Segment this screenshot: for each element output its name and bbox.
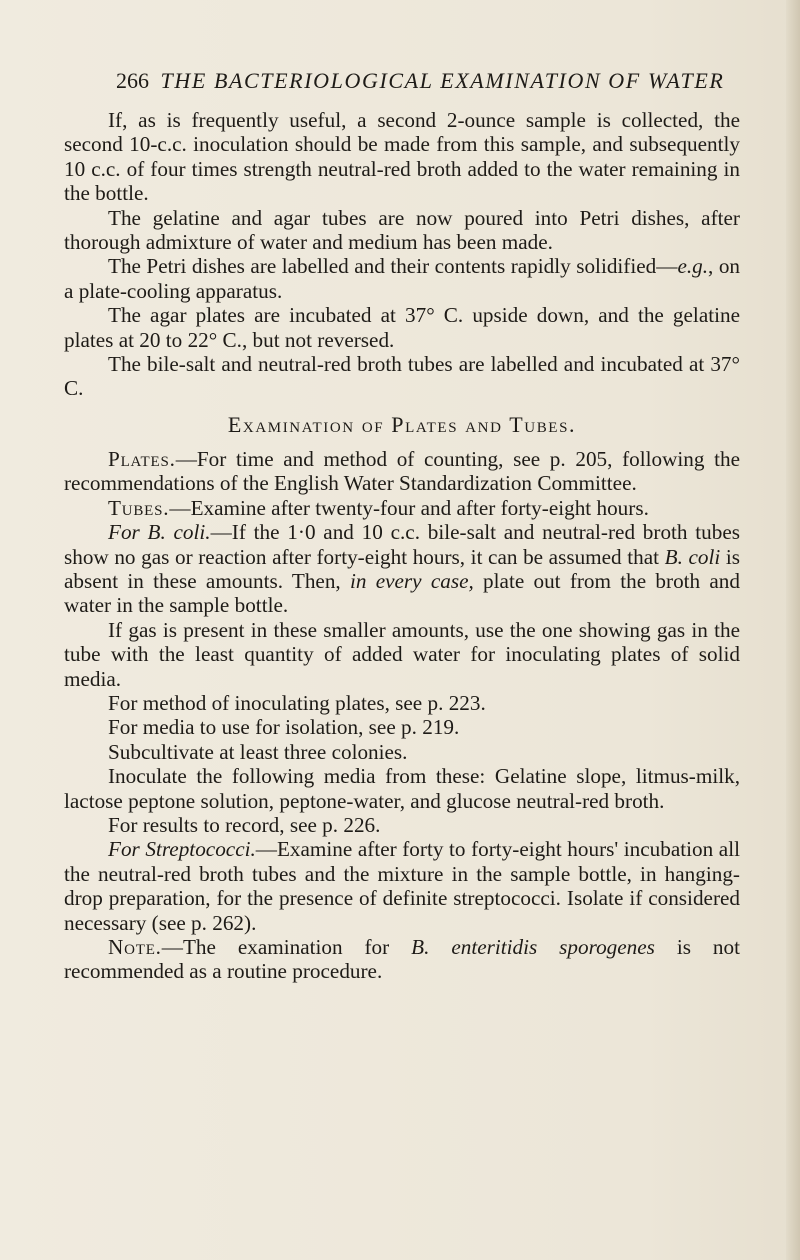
note-label: Note. [108, 935, 162, 959]
paragraph-results: For results to record, see p. 226. [108, 812, 381, 837]
paragraph-petri-dishes: The gelatine and agar tubes are now poured into Petri dishes, after thorough admixture of water and medium has been made. [64, 205, 740, 255]
paragraph-streptococci [64, 837, 740, 935]
page-number: 266 [116, 68, 149, 93]
paragraph-labelling [64, 254, 740, 303]
paragraph-b-coli [64, 520, 740, 618]
paragraph-media: For media to use for isolation, see p. 219. [108, 715, 460, 740]
tubes-text: —Examine after twenty-four and after forty-eight hours. [169, 495, 649, 520]
b-coli-label: For B. coli. [108, 520, 211, 545]
paragraph-inoculate: Inoculate the following media from these: Gelatine slope, litmus-milk, lactose peptone solution, peptone-water, and glucose neutral-red broth. [64, 764, 740, 813]
labelling-text: The Petri dishes are labelled and their contents rapidly solidified— [108, 254, 678, 279]
b-coli-text-2: is absent in these amounts. Then, [64, 544, 740, 593]
paragraph-gas: If gas is present in these smaller amounts, use the one showing gas in the tube with the least quantity of added water for inoculating plates of solid media. [64, 617, 740, 691]
page-edge [786, 0, 800, 1260]
paragraph-broth-tubes: The bile-salt and neutral-red broth tubes are labelled and incubated at 37° C. [64, 352, 740, 401]
paragraph-method: For method of inoculating plates, see p. 223. [108, 690, 486, 715]
paragraph-second-sample: If, as is frequently useful, a second 2-ounce sample is collected, the second 10-c.c. inoculation should be made from this sample, and subsequently 10 c.c. of four times strength neutral-red broth added to the water remaining in the bottle. [64, 108, 740, 206]
note-organism: B. enteritidis sporogenes [411, 935, 655, 959]
running-title: THE BACTERIOLOGICAL EXAMINATION OF WATER [160, 68, 725, 93]
b-coli-organism: B. coli [664, 544, 721, 569]
paragraph-plates [64, 447, 740, 496]
paragraph-subcultivate: Subcultivate at least three colonies. [108, 739, 408, 764]
streptococci-label: For Streptococci. [108, 837, 256, 862]
running-header [116, 68, 725, 94]
paragraph-incubation: The agar plates are incubated at 37° C. upside down, and the gelatine plates at 20 to 22° C., but not reversed. [64, 303, 740, 352]
section-heading: Examination of Plates and Tubes. [227, 411, 577, 437]
b-coli-emphasis: in every case, [349, 568, 474, 593]
eg-abbreviation: e.g. [677, 254, 709, 279]
note-text-1: —The examination for [161, 935, 412, 959]
b-coli-text-1: —If the 1·0 and 10 c.c. bile-salt and neutral-red broth tubes show no gas or reaction after forty-eight hours, it can be assumed that [64, 520, 741, 569]
body-text [64, 108, 740, 984]
paragraph-tubes [64, 496, 740, 520]
labelling-text-end: , on a plate-cooling apparatus. [64, 254, 741, 303]
paragraph-note [64, 935, 740, 984]
b-coli-text-3: plate out from the broth and water in the sample bottle. [64, 568, 740, 618]
tubes-label: Tubes. [108, 495, 170, 520]
streptococci-text: —Examine after forty to forty-eight hours' incubation all the neutral-red broth tubes and the mixture in the sample bottle, in hanging-drop preparation, for the presence of definite streptococci. Isolate if considered necessary (see p. 262). [64, 837, 740, 935]
plates-text: —For time and method of counting, see p. 205, following the recommendations of the English Water Standardization Committee. [64, 446, 740, 496]
note-text-2: is not recommended as a routine procedure. [64, 935, 740, 984]
plates-label: Plates. [108, 446, 176, 471]
